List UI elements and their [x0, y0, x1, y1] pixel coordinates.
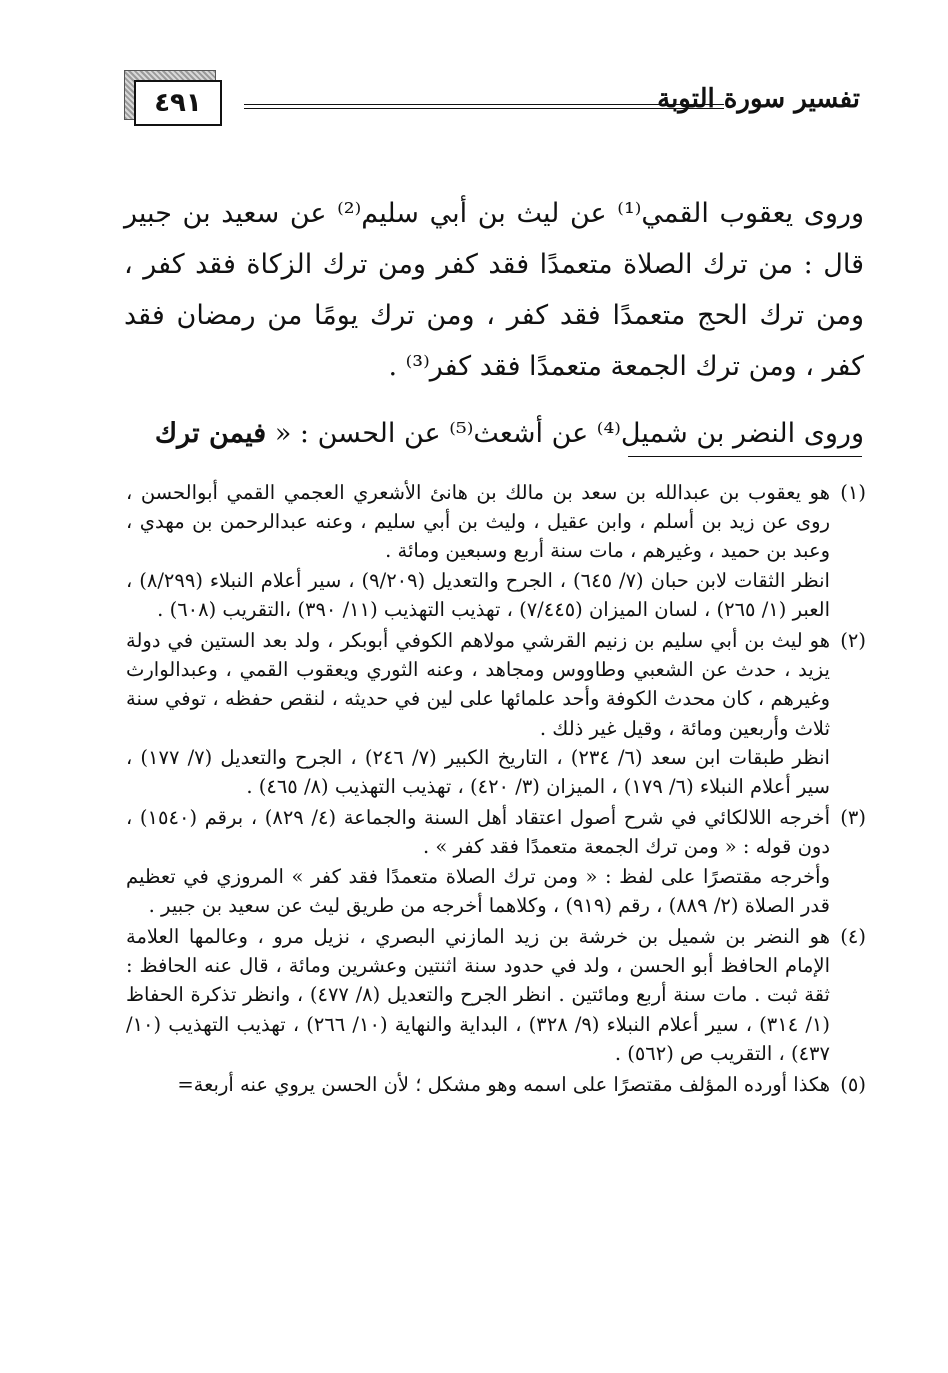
footnote-text: أخرجه اللالكائي في شرح أصول اعتقاد أهل السنة والجماعة (٤/ ٨٢٩) ، برقم (١٥٤٠) ، دون قوله : « ومن ترك الجمعة متعمدًا فقد كفر » . [126, 806, 830, 859]
main-text [124, 188, 864, 459]
footnote-reference: انظر طبقات ابن سعد (٦/ ٢٣٤) ، التاريخ الكبير (٧/ ٢٤٦) ، الجرح والتعديل (٧/ ١٧٧) ، سير أعلام النبلاء (٦/ ١٧٩) ، الميزان (٣/ ٤٢٠) ، تهذيب التهذيب (٨/ ٤٦٥) . [126, 745, 830, 799]
running-title: تفسير سورة التوبة [657, 84, 860, 114]
footnote-text: هو يعقوب بن عبدالله بن سعد بن مالك بن هانئ الأشعري العجمي القمي أبوالحسن ، روى عن زيد بن أسلم ، وابن عقيل ، وليث بن أبي سليم ، وعنه عبدالرحمن بن مهدي ، وعبد بن حميد ، وغيرهم ، مات سنة أربع وسبعين ومائة . [126, 481, 830, 563]
footnote-text: هو ليث بن أبي سليم بن زنيم القرشي مولاهم الكوفي أبوبكر ، ولد بعد الستين في دولة يزيد ، حدث عن الشعبي وطاووس ومجاهد ، وعنه الثوري ويعقوب القمي ، وعبدالوارث وغيرهم ، كان محدث الكوفة وأحد علمائها على لين في حديثه ، لنقص حفظه ، توفي سنة ثلاث وأربعين ومائة ، وقيل غير ذلك . [126, 629, 830, 740]
footnote-5 [126, 1070, 866, 1099]
footnote-mark: (٢) [840, 629, 866, 653]
footnotes [126, 478, 866, 1101]
main-paragraph-1: وروى يعقوب القمي⁽¹⁾ عن ليث بن أبي سليم⁽²⁾ عن سعيد بن جبير قال : من ترك الصلاة متعمدًا فقد كفر ومن ترك الزكاة فقد كفر ، ومن ترك الحج متعمدًا فقد كفر ، ومن ترك يومًا من رمضان فقد كفر ، ومن ترك الجمعة متعمدًا فقد كفر⁽³⁾ . [124, 198, 864, 382]
header-rule-lower [244, 108, 724, 109]
footnote-mark: (٥) [840, 1073, 866, 1097]
footnote-separator [628, 456, 862, 457]
main-paragraph-2 [124, 408, 864, 459]
main-paragraph-2-bold: فيمن ترك [154, 418, 267, 449]
page-header [120, 66, 860, 136]
footnote-text: هو النضر بن شميل بن خرشة بن زيد المازني البصري ، نزيل مرو ، وعالمها العلامة الإمام الحافظ أبو الحسن ، ولد في حدود سنة اثنتين وعشرين ومائة ، قال عنه الحافظ : ثقة ثبت . مات سنة أربع ومائتين . انظر الجرح والتعديل (٨/ ٤٧٧) ، وانظر تذكرة الحفاظ (١/ ٣١٤) ، سير أعلام النبلاء (٩/ ٣٢٨) ، البداية والنهاية (١٠/ ٢٦٦) ، تهذيب التهذيب (١٠/ ٤٣٧) ، التقريب ص (٥٦٢) . [126, 925, 830, 1065]
footnote-2 [126, 626, 866, 801]
footnote-reference: وأخرجه مقتصرًا على لفظ : « ومن ترك الصلاة متعمدًا فقد كفر » المروزي في تعظيم قدر الصلاة (٢/ ٨٨٩) ، رقم (٩١٩) ، وكلاهما أخرجه من طريق ليث عن سعيد بن جبير . [126, 864, 830, 917]
footnote-text: هكذا أورده المؤلف مقتصرًا على اسمه وهو مشكل ؛ لأن الحسن يروي عنه أربعة= [177, 1073, 830, 1097]
footnote-mark: (١) [840, 481, 866, 504]
header-rule [244, 104, 724, 105]
page-number: ٤٩١ [134, 80, 222, 126]
footnote-reference: انظر الثقات لابن حبان (٧/ ٦٤٥) ، الجرح والتعديل (٩/٢٠٩) ، سير أعلام النبلاء (٨/٢٩٩) ، العبر (١/ ٢٦٥) ، لسان الميزان (٧/٤٤٥) ، تهذيب التهذيب (١١/ ٣٩٠) ،التقريب (٦٠٨) . [126, 568, 830, 621]
footnote-1 [126, 478, 866, 624]
footnote-4 [126, 922, 866, 1068]
footnote-3 [126, 803, 866, 920]
footnote-mark: (٤) [840, 925, 866, 949]
main-paragraph-2-text: وروى النضر بن شميل⁽⁴⁾ عن أشعث⁽⁵⁾ عن الحسن : « [274, 418, 864, 449]
footnote-mark: (٣) [840, 806, 866, 830]
